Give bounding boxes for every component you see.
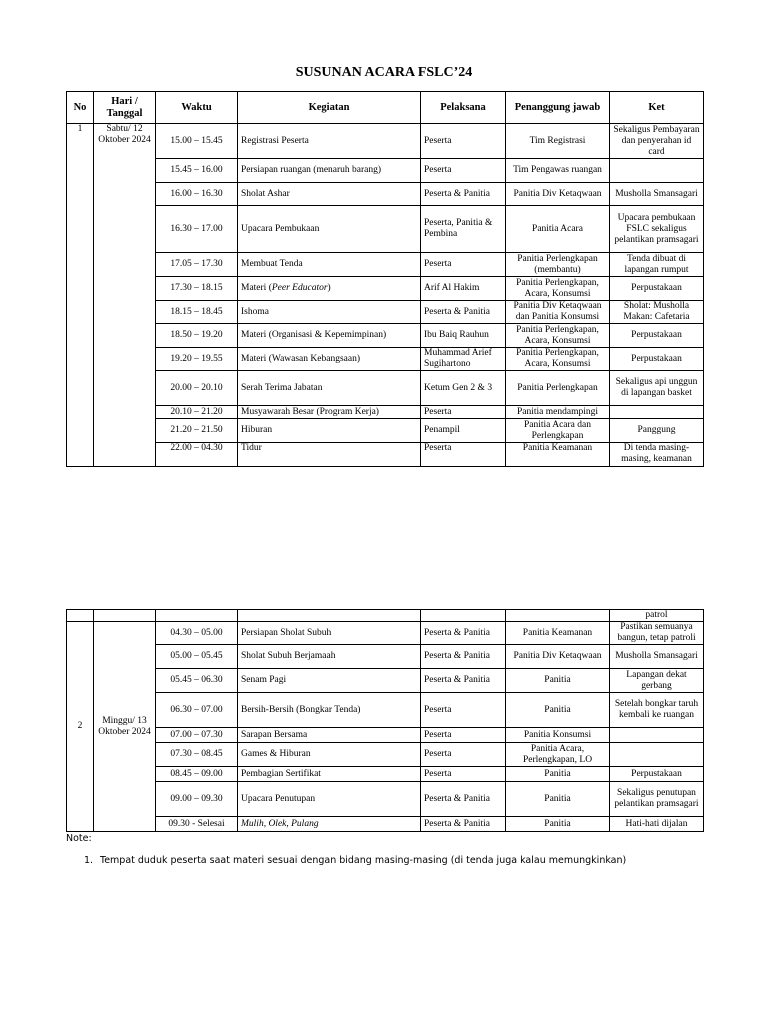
cell-ket: Sekaligus Pembayaran dan penyerahan id card	[610, 124, 704, 159]
cell-pelaksana: Peserta & Panitia	[421, 301, 506, 324]
cell-ket: Tenda dibuat di lapangan rumput	[610, 253, 704, 277]
cell-ket: Sholat: Musholla Makan: Cafetaria	[610, 301, 704, 324]
cell-kegiatan: Games & Hiburan	[238, 743, 421, 767]
cell-penanggung-jawab: Panitia Perlengkapan (membantu)	[506, 253, 610, 277]
cell-pelaksana: Peserta & Panitia	[421, 817, 506, 832]
cell-waktu: 19.20 – 19.55	[156, 348, 238, 371]
cell-kegiatan: Registrasi Peserta	[238, 124, 421, 159]
cell-ket	[610, 406, 704, 419]
header-pelaksana: Pelaksana	[421, 92, 506, 124]
table-row	[67, 124, 704, 159]
cell-ket: Pastikan semuanya bangun, tetap patroli	[610, 622, 704, 645]
header-no: No	[67, 92, 94, 124]
cell-waktu: 18.15 – 18.45	[156, 301, 238, 324]
table-row	[67, 348, 704, 371]
cell-waktu: 16.30 – 17.00	[156, 206, 238, 253]
table-row	[67, 743, 704, 767]
cell-waktu: 09.00 – 09.30	[156, 782, 238, 817]
cell-pelaksana: Peserta	[421, 253, 506, 277]
note-list-item	[84, 855, 626, 866]
cell-empty	[67, 610, 94, 622]
cell-kegiatan: Persiapan Sholat Subuh	[238, 622, 421, 645]
cell-pelaksana: Peserta	[421, 159, 506, 183]
cell-waktu: 18.50 – 19.20	[156, 324, 238, 348]
table-row	[67, 645, 704, 669]
cell-penanggung-jawab: Panitia Perlengkapan, Acara, Konsumsi	[506, 277, 610, 301]
cell-empty	[506, 610, 610, 622]
cell-waktu: 22.00 – 04.30	[156, 443, 238, 467]
cell-pelaksana: Peserta, Panitia & Pembina	[421, 206, 506, 253]
cell-ket: Musholla Smansagari	[610, 645, 704, 669]
continuation-row	[67, 610, 704, 622]
kegiatan-italic: Peer Educator	[271, 283, 328, 293]
header-penanggung-jawab: Penanggung jawab	[506, 92, 610, 124]
cell-ket: Sekaligus penutupan pelantikan pramsagari	[610, 782, 704, 817]
cell-ket: Lapangan dekat gerbang	[610, 669, 704, 693]
cell-penanggung-jawab: Panitia Div Ketaqwaan	[506, 183, 610, 206]
table-row	[67, 767, 704, 782]
day-number: 1	[67, 124, 94, 467]
cell-ket: Perpustakaan	[610, 324, 704, 348]
cell-ket: Panggung	[610, 419, 704, 443]
header-kegiatan: Kegiatan	[238, 92, 421, 124]
cell-penanggung-jawab: Panitia Perlengkapan	[506, 371, 610, 406]
table-row	[67, 301, 704, 324]
cell-penanggung-jawab: Panitia	[506, 669, 610, 693]
table-row	[67, 183, 704, 206]
table-row	[67, 324, 704, 348]
table-row	[67, 277, 704, 301]
cell-pelaksana: Peserta & Panitia	[421, 183, 506, 206]
table-row	[67, 443, 704, 467]
cell-pelaksana: Peserta	[421, 124, 506, 159]
cell-penanggung-jawab: Panitia	[506, 782, 610, 817]
cell-kegiatan: Sholat Subuh Berjamaah	[238, 645, 421, 669]
cell-pelaksana: Peserta	[421, 728, 506, 743]
header-waktu: Waktu	[156, 92, 238, 124]
header-ket: Ket	[610, 92, 704, 124]
cell-kegiatan	[238, 277, 421, 301]
cell-kegiatan: Senam Pagi	[238, 669, 421, 693]
kegiatan-suffix: )	[327, 283, 331, 293]
cell-penanggung-jawab: Panitia Perlengkapan, Acara, Konsumsi	[506, 348, 610, 371]
cell-penanggung-jawab: Tim Registrasi	[506, 124, 610, 159]
table-row	[67, 693, 704, 728]
cell-ket: patrol	[610, 610, 704, 622]
cell-ket: Hati-hati dijalan	[610, 817, 704, 832]
cell-penanggung-jawab: Panitia Keamanan	[506, 622, 610, 645]
note-item-number: 1.	[84, 855, 94, 866]
cell-penanggung-jawab: Panitia Acara	[506, 206, 610, 253]
cell-pelaksana: Peserta	[421, 693, 506, 728]
cell-pelaksana: Peserta	[421, 743, 506, 767]
table-row	[67, 419, 704, 443]
cell-waktu: 04.30 – 05.00	[156, 622, 238, 645]
table-row	[67, 782, 704, 817]
note-label: Note:	[66, 833, 92, 844]
cell-kegiatan: Mulih, Olek, Pulang	[238, 817, 421, 832]
table-row	[67, 371, 704, 406]
cell-waktu: 15.00 – 15.45	[156, 124, 238, 159]
cell-ket: Di tenda masing-masing, keamanan	[610, 443, 704, 467]
cell-waktu: 20.10 – 21.20	[156, 406, 238, 419]
cell-waktu: 15.45 – 16.00	[156, 159, 238, 183]
cell-kegiatan: Tidur	[238, 443, 421, 467]
cell-pelaksana: Peserta	[421, 443, 506, 467]
cell-ket	[610, 743, 704, 767]
cell-waktu: 17.30 – 18.15	[156, 277, 238, 301]
table-row	[67, 253, 704, 277]
cell-ket	[610, 159, 704, 183]
cell-pelaksana: Ibu Baiq Rauhun	[421, 324, 506, 348]
document-title: SUSUNAN ACARA FSLC’24	[295, 65, 473, 80]
cell-ket: Perpustakaan	[610, 348, 704, 371]
cell-kegiatan: Musyawarah Besar (Program Kerja)	[238, 406, 421, 419]
cell-empty	[94, 610, 156, 622]
cell-kegiatan: Sarapan Bersama	[238, 728, 421, 743]
cell-pelaksana: Arif Al Hakim	[421, 277, 506, 301]
cell-waktu: 07.30 – 08.45	[156, 743, 238, 767]
cell-empty	[421, 610, 506, 622]
cell-pelaksana: Muhammad Arief Sugihartono	[421, 348, 506, 371]
cell-kegiatan: Materi (Wawasan Kebangsaan)	[238, 348, 421, 371]
cell-kegiatan: Persiapan ruangan (menaruh barang)	[238, 159, 421, 183]
cell-waktu: 20.00 – 20.10	[156, 371, 238, 406]
cell-pelaksana: Peserta	[421, 767, 506, 782]
cell-penanggung-jawab: Panitia Div Ketaqwaan	[506, 645, 610, 669]
cell-kegiatan: Upacara Pembukaan	[238, 206, 421, 253]
day-number: 2	[67, 622, 94, 832]
cell-waktu: 05.45 – 06.30	[156, 669, 238, 693]
cell-ket: Setelah bongkar taruh kembali ke ruangan	[610, 693, 704, 728]
cell-ket: Upacara pembukaan FSLC sekaligus pelantikan pramsagari	[610, 206, 704, 253]
cell-penanggung-jawab: Panitia Keamanan	[506, 443, 610, 467]
table-row	[67, 622, 704, 645]
cell-penanggung-jawab: Panitia Konsumsi	[506, 728, 610, 743]
table-header-row	[67, 92, 704, 124]
cell-empty	[156, 610, 238, 622]
cell-kegiatan: Bersih-Bersih (Bongkar Tenda)	[238, 693, 421, 728]
cell-penanggung-jawab: Panitia	[506, 767, 610, 782]
cell-waktu: 08.45 – 09.00	[156, 767, 238, 782]
cell-pelaksana: Peserta & Panitia	[421, 782, 506, 817]
cell-pelaksana: Peserta & Panitia	[421, 622, 506, 645]
cell-pelaksana: Penampil	[421, 419, 506, 443]
cell-pelaksana: Peserta & Panitia	[421, 645, 506, 669]
day-date: Minggu/ 13 Oktober 2024	[94, 622, 156, 832]
cell-penanggung-jawab: Panitia Div Ketaqwaan dan Panitia Konsumsi	[506, 301, 610, 324]
cell-pelaksana: Peserta	[421, 406, 506, 419]
cell-kegiatan: Materi (Organisasi & Kepemimpinan)	[238, 324, 421, 348]
cell-waktu: 06.30 – 07.00	[156, 693, 238, 728]
cell-penanggung-jawab: Panitia	[506, 693, 610, 728]
cell-kegiatan: Pembagian Sertifikat	[238, 767, 421, 782]
day-date: Sabtu/ 12 Oktober 2024	[94, 124, 156, 467]
schedule-table-day2	[66, 609, 704, 832]
cell-kegiatan: Serah Terima Jabatan	[238, 371, 421, 406]
cell-penanggung-jawab: Panitia Acara dan Perlengkapan	[506, 419, 610, 443]
cell-penanggung-jawab: Panitia Acara, Perlengkapan, LO	[506, 743, 610, 767]
cell-waktu: 07.00 – 07.30	[156, 728, 238, 743]
header-hari-tanggal: Hari / Tanggal	[94, 92, 156, 124]
cell-pelaksana: Ketum Gen 2 & 3	[421, 371, 506, 406]
cell-ket: Sekaligus api unggun di lapangan basket	[610, 371, 704, 406]
cell-penanggung-jawab: Tim Pengawas ruangan	[506, 159, 610, 183]
cell-ket: Perpustakaan	[610, 277, 704, 301]
schedule-table-day1	[66, 91, 704, 467]
table-row	[67, 159, 704, 183]
table-row	[67, 669, 704, 693]
cell-kegiatan: Sholat Ashar	[238, 183, 421, 206]
table-row	[67, 206, 704, 253]
cell-ket: Perpustakaan	[610, 767, 704, 782]
table-row	[67, 817, 704, 832]
table-row	[67, 406, 704, 419]
cell-ket	[610, 728, 704, 743]
cell-waktu: 05.00 – 05.45	[156, 645, 238, 669]
table-row	[67, 728, 704, 743]
cell-penanggung-jawab: Panitia	[506, 817, 610, 832]
cell-ket: Musholla Smansagari	[610, 183, 704, 206]
cell-kegiatan: Upacara Penutupan	[238, 782, 421, 817]
cell-waktu: 21.20 – 21.50	[156, 419, 238, 443]
note-item-text: Tempat duduk peserta saat materi sesuai dengan bidang masing-masing (di tenda juga kalau memungkinkan)	[100, 855, 627, 866]
cell-penanggung-jawab: Panitia mendampingi	[506, 406, 610, 419]
cell-penanggung-jawab: Panitia Perlengkapan, Acara, Konsumsi	[506, 324, 610, 348]
cell-kegiatan: Ishoma	[238, 301, 421, 324]
cell-empty	[238, 610, 421, 622]
kegiatan-prefix: Materi (	[241, 283, 272, 293]
cell-waktu: 16.00 – 16.30	[156, 183, 238, 206]
cell-waktu: 17.05 – 17.30	[156, 253, 238, 277]
cell-waktu: 09.30 - Selesai	[156, 817, 238, 832]
cell-kegiatan: Hiburan	[238, 419, 421, 443]
cell-pelaksana: Peserta & Panitia	[421, 669, 506, 693]
cell-kegiatan: Membuat Tenda	[238, 253, 421, 277]
